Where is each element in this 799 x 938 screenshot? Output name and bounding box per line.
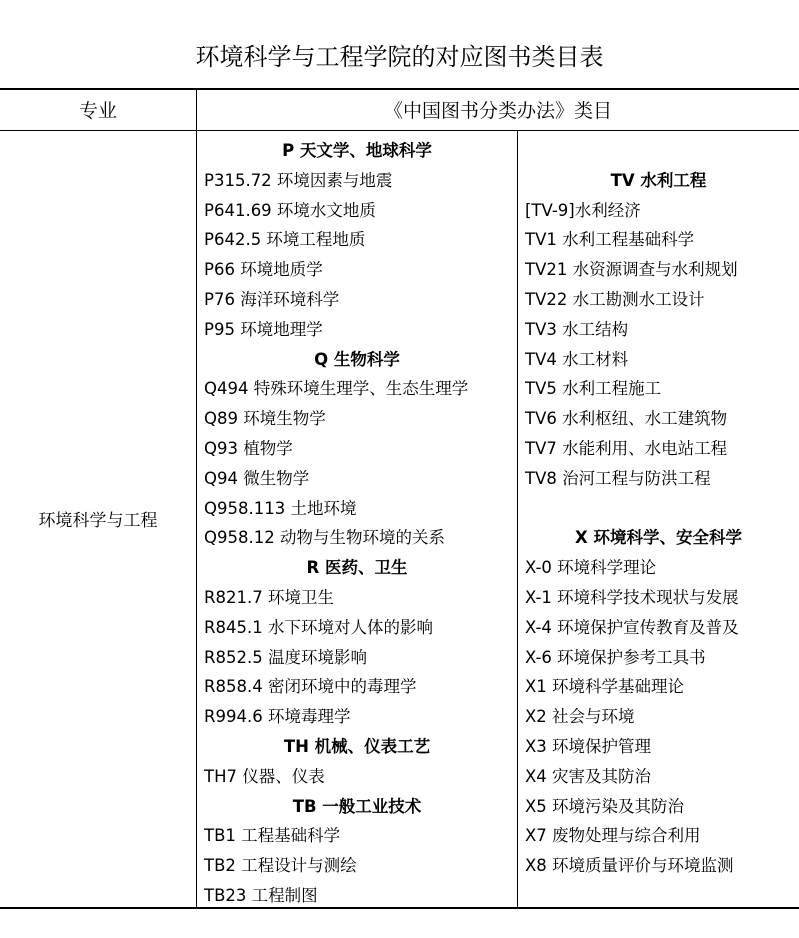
list-item: TH7 仪器、仪表 bbox=[204, 766, 325, 786]
list-item: TV4 水工材料 bbox=[525, 349, 629, 369]
list-item: TV5 水利工程施工 bbox=[525, 379, 662, 399]
table-top-rule bbox=[0, 88, 799, 90]
page-title: 环境科学与工程学院的对应图书类目表 bbox=[195, 43, 604, 71]
list-item: R852.5 温度环境影响 bbox=[204, 647, 367, 667]
list-item: X-6 环境保护参考工具书 bbox=[525, 647, 706, 667]
list-item: TB1 工程基础科学 bbox=[204, 826, 341, 846]
list-item: X7 废物处理与综合利用 bbox=[525, 826, 701, 846]
list-item: X2 社会与环境 bbox=[525, 707, 635, 727]
list-item: P642.5 环境工程地质 bbox=[204, 230, 366, 250]
list-item: X8 环境质量评价与环境监测 bbox=[525, 856, 734, 876]
list-item: X5 环境污染及其防治 bbox=[525, 796, 685, 816]
list-item: P76 海洋环境科学 bbox=[204, 289, 340, 309]
list-item: X3 环境保护管理 bbox=[525, 736, 652, 756]
list-item: TV1 水利工程基础科学 bbox=[525, 230, 695, 250]
list-item: R994.6 环境毒理学 bbox=[204, 707, 351, 727]
list-item: [TV-9]水利经济 bbox=[525, 200, 641, 220]
list-item: TB2 工程设计与测绘 bbox=[204, 856, 357, 876]
major-name: 环境科学与工程 bbox=[38, 511, 158, 531]
category-heading: TH 机械、仪表工艺 bbox=[283, 736, 431, 756]
list-item: Q958.113 土地环境 bbox=[204, 498, 357, 518]
header-category: 《中国图书分类办法》类目 bbox=[383, 100, 612, 122]
category-heading: P 天文学、地球科学 bbox=[282, 141, 432, 160]
list-item: P315.72 环境因素与地震 bbox=[204, 170, 393, 190]
blank-row bbox=[518, 136, 799, 166]
list-item: R858.4 密闭环境中的毒理学 bbox=[204, 677, 417, 697]
list-item: R821.7 环境卫生 bbox=[204, 587, 334, 607]
list-item: Q89 环境生物学 bbox=[204, 409, 326, 429]
list-item: R845.1 水下环境对人体的影响 bbox=[204, 617, 433, 637]
list-item: P641.69 环境水文地质 bbox=[204, 200, 376, 220]
blank-row bbox=[518, 494, 799, 524]
list-item: P66 环境地质学 bbox=[204, 260, 323, 280]
list-item: TV21 水资源调查与水利规划 bbox=[525, 260, 738, 280]
list-item: X4 灾害及其防治 bbox=[525, 766, 652, 786]
header-major: 专业 bbox=[78, 100, 117, 122]
header-divider bbox=[0, 130, 799, 131]
list-item: X-4 环境保护宣传教育及普及 bbox=[525, 617, 739, 637]
list-item: P95 环境地理学 bbox=[204, 319, 323, 339]
right-category-list bbox=[518, 136, 799, 881]
list-item: X-1 环境科学技术现状与发展 bbox=[525, 587, 739, 607]
category-heading: TB 一般工业技术 bbox=[292, 796, 422, 816]
category-heading: X 环境科学、安全科学 bbox=[575, 528, 742, 548]
category-heading: Q 生物科学 bbox=[314, 349, 400, 369]
list-item: Q93 植物学 bbox=[204, 438, 293, 458]
list-item: TV3 水工结构 bbox=[525, 319, 629, 339]
list-item: Q958.12 动物与生物环境的关系 bbox=[204, 528, 445, 548]
list-item: TV8 治河工程与防洪工程 bbox=[525, 468, 711, 488]
list-item: X1 环境科学基础理论 bbox=[525, 677, 685, 697]
list-item: Q494 特殊环境生理学、生态生理学 bbox=[204, 379, 469, 399]
list-item: TB23 工程制图 bbox=[204, 885, 318, 905]
list-item: X-0 环境科学理论 bbox=[525, 558, 657, 578]
list-item: TV6 水利枢纽、水工建筑物 bbox=[525, 409, 728, 429]
category-heading: TV 水利工程 bbox=[610, 170, 707, 190]
list-item: Q94 微生物学 bbox=[204, 468, 310, 488]
left-category-list bbox=[197, 136, 517, 911]
list-item: TV22 水工勘测水工设计 bbox=[525, 289, 705, 309]
category-heading: R 医药、卫生 bbox=[306, 558, 408, 578]
list-item: TV7 水能利用、水电站工程 bbox=[525, 438, 728, 458]
